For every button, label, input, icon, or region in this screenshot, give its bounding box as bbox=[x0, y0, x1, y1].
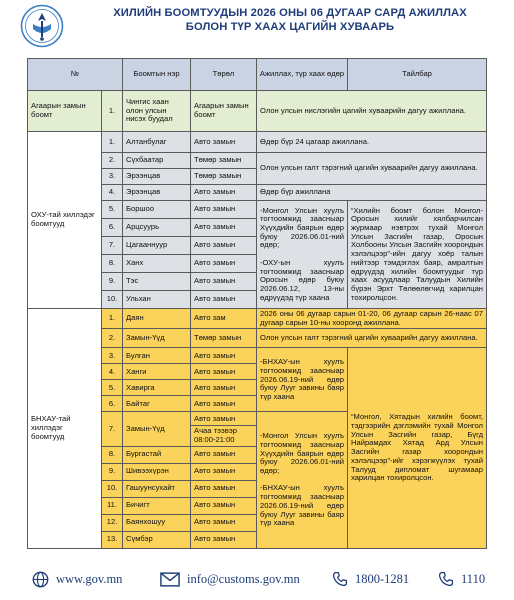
port-type: Авто замын bbox=[191, 185, 257, 201]
port-name: Бичигт bbox=[123, 497, 191, 514]
port-type: Авто зам bbox=[191, 309, 257, 329]
footer-phone-1[interactable] bbox=[332, 568, 409, 590]
port-name: Эрээнцав bbox=[123, 169, 191, 185]
schedule-cell: -Монгол Улсын хуулъ тогтоомжид заасныар Хүүхдийн баярын өдөр буюу 2026.06.01-ний өдөр; -ОХУ-ын хуулъ тогтоомжид заасныар Оросын өдөр буюу 2026.06.12, 13-ны өдрүүдэд түр хаана bbox=[257, 201, 348, 309]
row-number: 5. bbox=[102, 380, 123, 396]
column-header-remark: Тайлбар bbox=[348, 59, 487, 91]
column-header-name: Боомтын нэр bbox=[123, 59, 191, 91]
port-name: Сүхбаатар bbox=[123, 153, 191, 169]
port-name: Шивээхүрэн bbox=[123, 463, 191, 480]
port-name: Ханх bbox=[123, 255, 191, 273]
row-number: 9. bbox=[102, 273, 123, 291]
website-text: www.gov.mn bbox=[56, 571, 123, 586]
row-number: 3. bbox=[102, 169, 123, 185]
schedule-cell: Олон улсын галт тэрэгний цагийн хуваарийн дагуу ажиллана. bbox=[257, 153, 487, 185]
port-type: Авто замын bbox=[191, 396, 257, 412]
port-type: Авто замын bbox=[191, 291, 257, 309]
row-number: 9. bbox=[102, 463, 123, 480]
port-type: Авто замын bbox=[191, 219, 257, 237]
group-label-russia: ОХУ-тай хиллэдэг боомтууд bbox=[28, 132, 102, 309]
port-type: Авто замын bbox=[191, 497, 257, 514]
row-number: 10. bbox=[102, 480, 123, 497]
port-name: Ханги bbox=[123, 364, 191, 380]
port-type: Авто замын bbox=[191, 255, 257, 273]
port-type: Төмөр замын bbox=[191, 153, 257, 169]
row-number: 6. bbox=[102, 396, 123, 412]
row-number: 8. bbox=[102, 255, 123, 273]
port-name: Баянхошуу bbox=[123, 514, 191, 531]
row-number: 8. bbox=[102, 446, 123, 463]
row-number: 12. bbox=[102, 514, 123, 531]
port-type: Төмөр замын bbox=[191, 169, 257, 185]
port-name: Булган bbox=[123, 348, 191, 364]
phone-icon bbox=[438, 571, 454, 587]
schedule-cell: 2026 оны 06 дугаар сарын 01-20, 06 дугаар сарын 26-наас 07 дугаар сарын 10-ны хооронд ажиллана. bbox=[257, 309, 487, 329]
page-title bbox=[70, 6, 510, 34]
row-number: 7. bbox=[102, 237, 123, 255]
table-header-row bbox=[28, 59, 487, 91]
footer-phone-2[interactable] bbox=[438, 568, 485, 590]
port-type: Авто замын bbox=[191, 132, 257, 153]
port-name: Гашуунсухайт bbox=[123, 480, 191, 497]
row-number: 11. bbox=[102, 497, 123, 514]
port-type: Авто замын bbox=[191, 446, 257, 463]
port-type-cargo-hours: Ачаа тээвэр 08:00-21:00 bbox=[191, 426, 257, 446]
row-number: 1. bbox=[102, 91, 123, 132]
globe-icon bbox=[32, 571, 49, 588]
port-name: Байтаг bbox=[123, 396, 191, 412]
phone-icon bbox=[332, 571, 348, 587]
row-number: 7. bbox=[102, 412, 123, 446]
row-number: 3. bbox=[102, 348, 123, 364]
port-name: Бургастай bbox=[123, 446, 191, 463]
title-line-2: БОЛОН ТҮР ХААХ ЦАГИЙН ХУВААРЬ bbox=[185, 21, 395, 33]
phone-2-text: 1110 bbox=[461, 571, 486, 586]
row-number: 5. bbox=[102, 201, 123, 219]
row-number: 2. bbox=[102, 153, 123, 169]
row-number: 13. bbox=[102, 531, 123, 548]
table-row bbox=[28, 91, 487, 132]
row-number: 6. bbox=[102, 219, 123, 237]
row-number: 10. bbox=[102, 291, 123, 309]
table-row bbox=[28, 132, 487, 153]
port-name: Цагааннуур bbox=[123, 237, 191, 255]
footer-email[interactable] bbox=[160, 568, 300, 590]
port-type: Авто замын bbox=[191, 463, 257, 480]
port-type: Авто замын bbox=[191, 412, 257, 426]
column-header-schedule: Ажиллах, түр хаах өдөр bbox=[257, 59, 348, 91]
port-name: Эрээнцав bbox=[123, 185, 191, 201]
port-type: Авто замын bbox=[191, 480, 257, 497]
phone-1-text: 1800-1281 bbox=[355, 571, 410, 586]
schedule-cell: -БНХАУ-ын хуулъ тогтоомжид заасныар 2026.06.19-ний өдөр буюу Лууг завины баяр түр хаана bbox=[257, 348, 348, 412]
port-type: Агаарын замын боомт bbox=[191, 91, 257, 132]
row-number: 4. bbox=[102, 364, 123, 380]
port-name: Сүмбэр bbox=[123, 531, 191, 548]
remark-cell: “Хилийн боомт болон Монгол-Оросын хилийг хялбарчилсан журмаар нэвтрэх тухай Монгол Улсын Засгийн газар, Оросын Холбооны Улсын Засгийн хоорондын хэлэлцээр”-ийн дагуу хоёр талын нийтээр тэмдэглэх баяр, амралтын өдрүүдэд хилийн боомтуудыг түр хаах асуудлаар Талуудын Хилийн бүрэн Эрхт Төлөөлөгчид харилцан тохиролцсон. bbox=[348, 201, 487, 309]
table-row bbox=[28, 309, 487, 329]
group-label-china: БНХАУ-тай хиллэдэг боомтууд bbox=[28, 309, 102, 549]
schedule-cell: Олон улсын нислэгийн цагийн хуваарийн дагуу ажиллана. bbox=[257, 91, 487, 132]
envelope-icon bbox=[160, 572, 180, 587]
port-type: Авто замын bbox=[191, 514, 257, 531]
customs-emblem-icon bbox=[20, 4, 64, 48]
footer-website[interactable] bbox=[32, 568, 122, 590]
port-name: Хавирга bbox=[123, 380, 191, 396]
port-name: Даян bbox=[123, 309, 191, 329]
port-name: Арцсуурь bbox=[123, 219, 191, 237]
schedule-cell: -Монгол Улсын хуулъ тогтоомжид заасныар Хүүхдийн баярын өдөр буюу 2026.06.01-ний өдөр; -БНХАУ-ын хуулъ тогтоомжид заасныар 2026.06.19-ний өдөр буюу Лууг завины баяр түр хаана bbox=[257, 412, 348, 548]
row-number: 1. bbox=[102, 132, 123, 153]
port-name: Чингис хаан олон улсын нисэх буудал bbox=[123, 91, 191, 132]
column-header-type: Төрөл bbox=[191, 59, 257, 91]
schedule-cell: Олон улсын галт тэрэгний цагийн хуваарийн дагуу ажиллана. bbox=[257, 329, 487, 348]
row-number: 1. bbox=[102, 309, 123, 329]
group-label-air: Агаарын замын боомт bbox=[28, 91, 102, 132]
port-type: Авто замын bbox=[191, 364, 257, 380]
port-type: Авто замын bbox=[191, 380, 257, 396]
schedule-cell: Өдөр бүр 24 цагаар ажиллана. bbox=[257, 132, 487, 153]
port-name: Ульхан bbox=[123, 291, 191, 309]
row-number: 4. bbox=[102, 185, 123, 201]
port-name: Боршоо bbox=[123, 201, 191, 219]
schedule-table bbox=[27, 58, 487, 549]
port-name: Замын-Үүд bbox=[123, 329, 191, 348]
port-type: Авто замын bbox=[191, 237, 257, 255]
port-type: Авто замын bbox=[191, 201, 257, 219]
remark-cell: “Монгол, Хятадын хилийн боомт, тэдгээрийн дэглэмийн тухай Монгол Улсын Засгийн газар, Бүгд Найрамдах Хятад Ард Улсын Засгийн газар хоорондын хэлэлцээр”-ийг хэрэгжүүлэх тухай Талууд дипломат шугамаар харилцан тохиролцсон. bbox=[348, 348, 487, 548]
email-text: info@customs.gov.mn bbox=[187, 571, 300, 586]
title-line-1: ХИЛИЙН БООМТУУДЫН 2026 ОНЫ 06 ДУГААР САРД АЖИЛЛАХ bbox=[113, 7, 467, 19]
page-footer bbox=[0, 568, 514, 590]
port-type: Төмөр замын bbox=[191, 329, 257, 348]
port-name: Замын-Үүд bbox=[123, 412, 191, 446]
column-header-number: № bbox=[28, 59, 123, 91]
port-type: Авто замын bbox=[191, 531, 257, 548]
port-name: Алтанбулаг bbox=[123, 132, 191, 153]
schedule-cell: Өдөр бүр ажиллана bbox=[257, 185, 487, 201]
port-type: Авто замын bbox=[191, 348, 257, 364]
port-name: Тэс bbox=[123, 273, 191, 291]
row-number: 2. bbox=[102, 329, 123, 348]
port-type: Авто замын bbox=[191, 273, 257, 291]
page-header bbox=[0, 0, 514, 52]
